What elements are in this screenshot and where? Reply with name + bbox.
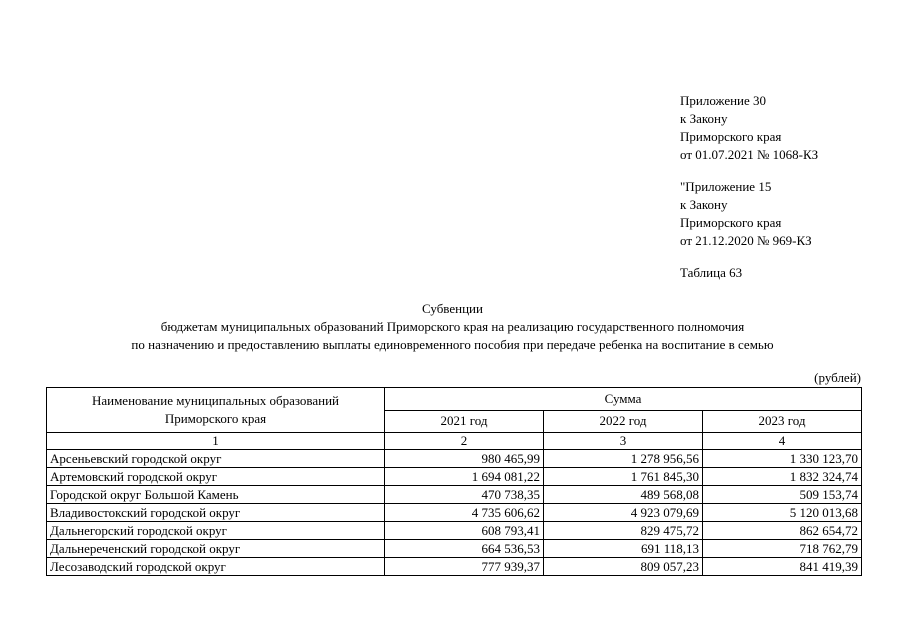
row-value-2023: 5 120 013,68	[703, 504, 862, 522]
table-row	[47, 558, 862, 576]
row-value-2021: 777 939,37	[385, 558, 544, 576]
row-value-2022: 489 568,08	[544, 486, 703, 504]
index-cell-2: 2	[385, 433, 544, 450]
header-sum-cell: Сумма	[385, 388, 862, 411]
row-value-2021: 1 694 081,22	[385, 468, 544, 486]
appendix-30-block	[680, 92, 818, 164]
subventions-table	[46, 387, 862, 576]
title-line2: бюджетам муниципальных образований Приморского края на реализацию государственного полномочия	[160, 319, 745, 334]
row-value-2022: 691 118,13	[544, 540, 703, 558]
table-row	[47, 486, 862, 504]
appendix-15-line3: Приморского края	[680, 215, 782, 230]
row-value-2023: 1 832 324,74	[703, 468, 862, 486]
units-label: (рублей)	[814, 370, 861, 385]
row-value-2021: 4 735 606,62	[385, 504, 544, 522]
appendix-15-line4: от 21.12.2020 № 969-КЗ	[680, 233, 812, 248]
header-year-2021: 2021 год	[385, 410, 544, 433]
table-header-row-1	[47, 388, 862, 411]
row-value-2021: 980 465,99	[385, 450, 544, 468]
table-index-row	[47, 433, 862, 450]
row-name: Дальнереченский городской округ	[47, 540, 385, 558]
index-cell-4: 4	[703, 433, 862, 450]
table-number: Таблица 63	[680, 265, 743, 280]
row-name: Городской округ Большой Камень	[47, 486, 385, 504]
header-year-2022: 2022 год	[544, 410, 703, 433]
document-title	[0, 300, 905, 354]
appendix-30-line1: Приложение 30	[680, 93, 767, 108]
index-cell-1: 1	[47, 433, 385, 450]
row-name: Арсеньевский городской округ	[47, 450, 385, 468]
header-year-2023: 2023 год	[703, 410, 862, 433]
row-value-2022: 1 278 956,56	[544, 450, 703, 468]
row-name: Дальнегорский городской округ	[47, 522, 385, 540]
row-value-2022: 829 475,72	[544, 522, 703, 540]
appendix-15-line1: "Приложение 15	[680, 179, 772, 194]
appendix-30-line3: Приморского края	[680, 129, 782, 144]
row-name: Владивостокский городской округ	[47, 504, 385, 522]
title-line1: Субвенции	[422, 301, 483, 316]
index-cell-3: 3	[544, 433, 703, 450]
row-name: Лесозаводский городской округ	[47, 558, 385, 576]
table-row	[47, 468, 862, 486]
appendix-15-block	[680, 178, 812, 250]
table-row	[47, 450, 862, 468]
row-value-2022: 809 057,23	[544, 558, 703, 576]
header-name-text: Наименование муниципальных образований Приморского края	[91, 393, 340, 426]
row-value-2023: 509 153,74	[703, 486, 862, 504]
row-value-2023: 718 762,79	[703, 540, 862, 558]
row-value-2021: 608 793,41	[385, 522, 544, 540]
row-name: Артемовский городской округ	[47, 468, 385, 486]
table-row	[47, 504, 862, 522]
row-value-2021: 664 536,53	[385, 540, 544, 558]
row-value-2023: 862 654,72	[703, 522, 862, 540]
table-row	[47, 540, 862, 558]
table-row	[47, 522, 862, 540]
appendix-30-line4: от 01.07.2021 № 1068-КЗ	[680, 147, 819, 162]
header-name-cell	[47, 388, 385, 433]
row-value-2021: 470 738,35	[385, 486, 544, 504]
row-value-2022: 4 923 079,69	[544, 504, 703, 522]
title-line3: по назначению и предоставлению выплаты единовременного пособия при передаче ребенка на воспитание в семью	[131, 337, 774, 352]
row-value-2023: 841 419,39	[703, 558, 862, 576]
appendix-30-line2: к Закону	[680, 111, 728, 126]
appendix-15-line2: к Закону	[680, 197, 728, 212]
row-value-2023: 1 330 123,70	[703, 450, 862, 468]
row-value-2022: 1 761 845,30	[544, 468, 703, 486]
